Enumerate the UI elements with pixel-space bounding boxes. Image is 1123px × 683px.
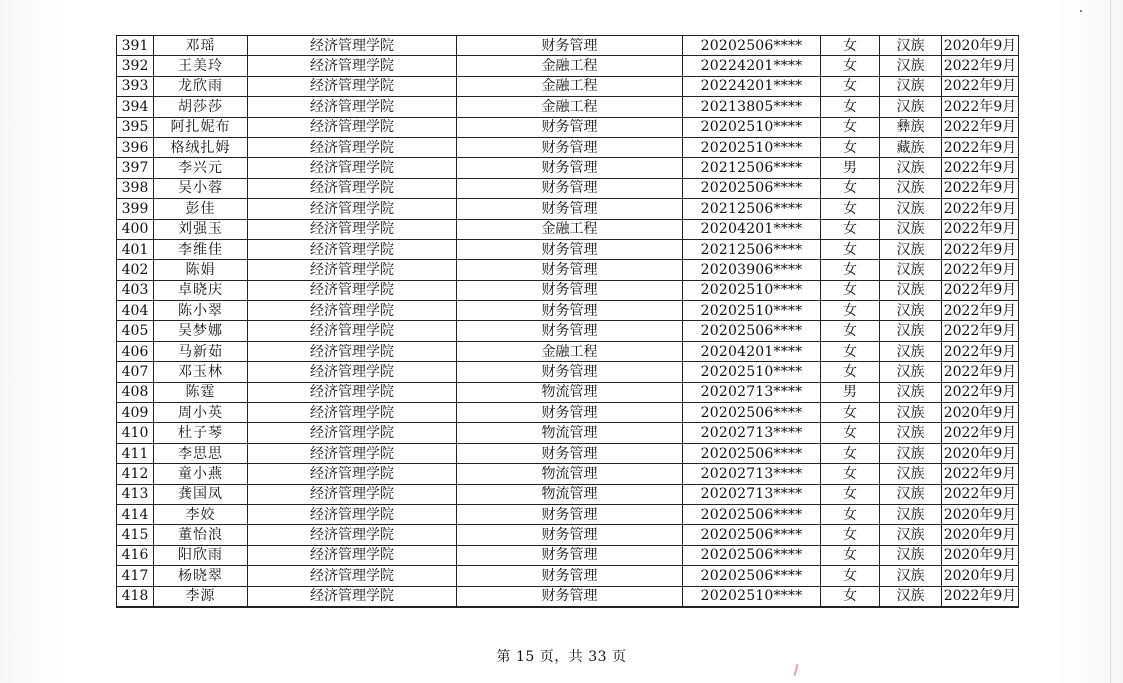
student-id-cell: 20202506**** <box>683 403 821 423</box>
college-name-cell: 经济管理学院 <box>248 280 457 300</box>
student-id-cell: 20202713**** <box>683 484 821 504</box>
enrollment-date-cell: 2022年9月 <box>942 137 1019 157</box>
college-name-cell: 经济管理学院 <box>248 117 457 137</box>
major-name-cell: 财务管理 <box>457 504 683 524</box>
student-roster-table <box>116 35 1019 608</box>
gender-cell: 女 <box>821 56 880 76</box>
table-row <box>117 341 1019 361</box>
major-name-cell: 物流管理 <box>457 464 683 484</box>
ethnicity-cell: 汉族 <box>880 280 942 300</box>
enrollment-date-cell: 2022年9月 <box>942 117 1019 137</box>
ethnicity-cell: 汉族 <box>880 382 942 402</box>
gender-cell: 女 <box>821 36 880 56</box>
gender-cell: 女 <box>821 423 880 443</box>
ethnicity-cell: 汉族 <box>880 566 942 586</box>
table-row <box>117 219 1019 239</box>
student-name-cell: 阿扎妮布 <box>154 117 248 137</box>
student-name-cell: 吴小蓉 <box>154 178 248 198</box>
table-row <box>117 56 1019 76</box>
college-name-cell: 经济管理学院 <box>248 321 457 341</box>
college-name-cell: 经济管理学院 <box>248 586 457 607</box>
student-id-cell: 20202506**** <box>683 504 821 524</box>
student-id-cell: 20202506**** <box>683 545 821 565</box>
table-row <box>117 178 1019 198</box>
table-row <box>117 97 1019 117</box>
ethnicity-cell: 汉族 <box>880 219 942 239</box>
college-name-cell: 经济管理学院 <box>248 545 457 565</box>
ethnicity-cell: 汉族 <box>880 443 942 463</box>
table-row <box>117 137 1019 157</box>
row-number-cell: 393 <box>117 76 154 96</box>
student-id-cell: 20202510**** <box>683 137 821 157</box>
college-name-cell: 经济管理学院 <box>248 36 457 56</box>
student-name-cell: 格绒扎姆 <box>154 137 248 157</box>
college-name-cell: 经济管理学院 <box>248 97 457 117</box>
ethnicity-cell: 汉族 <box>880 36 942 56</box>
table-row <box>117 443 1019 463</box>
table-row <box>117 382 1019 402</box>
student-id-cell: 20213805**** <box>683 97 821 117</box>
ethnicity-cell: 汉族 <box>880 239 942 259</box>
table-row <box>117 504 1019 524</box>
row-number-cell: 391 <box>117 36 154 56</box>
table-row <box>117 301 1019 321</box>
table-row <box>117 484 1019 504</box>
major-name-cell: 金融工程 <box>457 76 683 96</box>
enrollment-date-cell: 2022年9月 <box>942 158 1019 178</box>
enrollment-date-cell: 2022年9月 <box>942 321 1019 341</box>
gender-cell: 女 <box>821 280 880 300</box>
gender-cell: 女 <box>821 545 880 565</box>
college-name-cell: 经济管理学院 <box>248 382 457 402</box>
student-id-cell: 20202510**** <box>683 280 821 300</box>
college-name-cell: 经济管理学院 <box>248 464 457 484</box>
major-name-cell: 财务管理 <box>457 36 683 56</box>
student-id-cell: 20204201**** <box>683 219 821 239</box>
student-name-cell: 周小英 <box>154 403 248 423</box>
row-number-cell: 398 <box>117 178 154 198</box>
table-row <box>117 280 1019 300</box>
student-id-cell: 20212506**** <box>683 239 821 259</box>
college-name-cell: 经济管理学院 <box>248 76 457 96</box>
ethnicity-cell: 汉族 <box>880 464 942 484</box>
enrollment-date-cell: 2022年9月 <box>942 280 1019 300</box>
student-name-cell: 李姣 <box>154 504 248 524</box>
table-row <box>117 545 1019 565</box>
ethnicity-cell: 汉族 <box>880 260 942 280</box>
enrollment-date-cell: 2020年9月 <box>942 566 1019 586</box>
table-row <box>117 76 1019 96</box>
ethnicity-cell: 汉族 <box>880 362 942 382</box>
student-name-cell: 杨晓翠 <box>154 566 248 586</box>
gender-cell: 女 <box>821 586 880 607</box>
enrollment-date-cell: 2022年9月 <box>942 301 1019 321</box>
table-row <box>117 566 1019 586</box>
page-number: 第 15 页，共 33 页 <box>496 649 627 665</box>
major-name-cell: 物流管理 <box>457 423 683 443</box>
college-name-cell: 经济管理学院 <box>248 525 457 545</box>
gender-cell: 女 <box>821 403 880 423</box>
student-name-cell: 刘强玉 <box>154 219 248 239</box>
major-name-cell: 金融工程 <box>457 97 683 117</box>
student-name-cell: 龙欣雨 <box>154 76 248 96</box>
student-name-cell: 王美玲 <box>154 56 248 76</box>
enrollment-date-cell: 2022年9月 <box>942 239 1019 259</box>
enrollment-date-cell: 2022年9月 <box>942 484 1019 504</box>
college-name-cell: 经济管理学院 <box>248 403 457 423</box>
student-id-cell: 20202510**** <box>683 117 821 137</box>
student-name-cell: 陈小翠 <box>154 301 248 321</box>
college-name-cell: 经济管理学院 <box>248 362 457 382</box>
major-name-cell: 财务管理 <box>457 443 683 463</box>
student-name-cell: 邓瑶 <box>154 36 248 56</box>
ethnicity-cell: 汉族 <box>880 158 942 178</box>
enrollment-date-cell: 2022年9月 <box>942 178 1019 198</box>
student-name-cell: 董怡浪 <box>154 525 248 545</box>
ethnicity-cell: 汉族 <box>880 56 942 76</box>
ethnicity-cell: 藏族 <box>880 137 942 157</box>
college-name-cell: 经济管理学院 <box>248 56 457 76</box>
enrollment-date-cell: 2020年9月 <box>942 504 1019 524</box>
enrollment-date-cell: 2022年9月 <box>942 362 1019 382</box>
enrollment-date-cell: 2022年9月 <box>942 219 1019 239</box>
major-name-cell: 财务管理 <box>457 199 683 219</box>
ethnicity-cell: 汉族 <box>880 423 942 443</box>
major-name-cell: 金融工程 <box>457 219 683 239</box>
row-number-cell: 401 <box>117 239 154 259</box>
student-id-cell: 20224201**** <box>683 76 821 96</box>
table-row <box>117 199 1019 219</box>
college-name-cell: 经济管理学院 <box>248 260 457 280</box>
student-name-cell: 胡莎莎 <box>154 97 248 117</box>
row-number-cell: 399 <box>117 199 154 219</box>
student-id-cell: 20202510**** <box>683 586 821 607</box>
ethnicity-cell: 汉族 <box>880 586 942 607</box>
college-name-cell: 经济管理学院 <box>248 341 457 361</box>
student-name-cell: 李思思 <box>154 443 248 463</box>
table-row <box>117 260 1019 280</box>
enrollment-date-cell: 2022年9月 <box>942 97 1019 117</box>
row-number-cell: 402 <box>117 260 154 280</box>
gender-cell: 女 <box>821 484 880 504</box>
major-name-cell: 财务管理 <box>457 586 683 607</box>
gender-cell: 女 <box>821 178 880 198</box>
student-name-cell: 马新茹 <box>154 341 248 361</box>
gender-cell: 男 <box>821 382 880 402</box>
row-number-cell: 413 <box>117 484 154 504</box>
roster-body <box>117 36 1019 607</box>
row-number-cell: 400 <box>117 219 154 239</box>
gender-cell: 女 <box>821 566 880 586</box>
row-number-cell: 405 <box>117 321 154 341</box>
row-number-cell: 395 <box>117 117 154 137</box>
student-id-cell: 20202506**** <box>683 321 821 341</box>
student-id-cell: 20203906**** <box>683 260 821 280</box>
ethnicity-cell: 彝族 <box>880 117 942 137</box>
college-name-cell: 经济管理学院 <box>248 178 457 198</box>
college-name-cell: 经济管理学院 <box>248 199 457 219</box>
student-id-cell: 20202506**** <box>683 525 821 545</box>
table-row <box>117 525 1019 545</box>
enrollment-date-cell: 2020年9月 <box>942 403 1019 423</box>
gender-cell: 女 <box>821 341 880 361</box>
student-id-cell: 20224201**** <box>683 56 821 76</box>
table-row <box>117 423 1019 443</box>
row-number-cell: 411 <box>117 443 154 463</box>
college-name-cell: 经济管理学院 <box>248 484 457 504</box>
gender-cell: 女 <box>821 239 880 259</box>
student-name-cell: 杜子琴 <box>154 423 248 443</box>
college-name-cell: 经济管理学院 <box>248 504 457 524</box>
ethnicity-cell: 汉族 <box>880 178 942 198</box>
student-id-cell: 20202713**** <box>683 382 821 402</box>
gender-cell: 男 <box>821 158 880 178</box>
table-row <box>117 117 1019 137</box>
student-id-cell: 20202506**** <box>683 36 821 56</box>
row-number-cell: 415 <box>117 525 154 545</box>
table-row <box>117 36 1019 56</box>
student-name-cell: 邓玉林 <box>154 362 248 382</box>
row-number-cell: 412 <box>117 464 154 484</box>
student-id-cell: 20202506**** <box>683 443 821 463</box>
student-id-cell: 20212506**** <box>683 199 821 219</box>
major-name-cell: 财务管理 <box>457 260 683 280</box>
ethnicity-cell: 汉族 <box>880 321 942 341</box>
major-name-cell: 金融工程 <box>457 341 683 361</box>
row-number-cell: 397 <box>117 158 154 178</box>
enrollment-date-cell: 2022年9月 <box>942 423 1019 443</box>
row-number-cell: 410 <box>117 423 154 443</box>
gender-cell: 女 <box>821 137 880 157</box>
gender-cell: 女 <box>821 504 880 524</box>
student-name-cell: 陈霆 <box>154 382 248 402</box>
college-name-cell: 经济管理学院 <box>248 239 457 259</box>
row-number-cell: 417 <box>117 566 154 586</box>
major-name-cell: 物流管理 <box>457 484 683 504</box>
row-number-cell: 394 <box>117 97 154 117</box>
major-name-cell: 物流管理 <box>457 382 683 402</box>
student-name-cell: 李维佳 <box>154 239 248 259</box>
student-id-cell: 20202506**** <box>683 566 821 586</box>
student-id-cell: 20202713**** <box>683 423 821 443</box>
row-number-cell: 403 <box>117 280 154 300</box>
student-name-cell: 卓晓庆 <box>154 280 248 300</box>
major-name-cell: 财务管理 <box>457 566 683 586</box>
gender-cell: 女 <box>821 464 880 484</box>
major-name-cell: 财务管理 <box>457 301 683 321</box>
gender-cell: 女 <box>821 76 880 96</box>
college-name-cell: 经济管理学院 <box>248 137 457 157</box>
major-name-cell: 财务管理 <box>457 178 683 198</box>
student-name-cell: 彭佳 <box>154 199 248 219</box>
row-number-cell: 416 <box>117 545 154 565</box>
student-id-cell: 20202506**** <box>683 178 821 198</box>
enrollment-date-cell: 2022年9月 <box>942 341 1019 361</box>
gender-cell: 女 <box>821 443 880 463</box>
college-name-cell: 经济管理学院 <box>248 158 457 178</box>
gender-cell: 女 <box>821 301 880 321</box>
enrollment-date-cell: 2020年9月 <box>942 545 1019 565</box>
gender-cell: 女 <box>821 321 880 341</box>
major-name-cell: 财务管理 <box>457 321 683 341</box>
student-id-cell: 20202510**** <box>683 362 821 382</box>
table-row <box>117 586 1019 607</box>
major-name-cell: 金融工程 <box>457 56 683 76</box>
gender-cell: 女 <box>821 219 880 239</box>
table-row <box>117 158 1019 178</box>
scan-speck <box>1080 10 1082 12</box>
student-id-cell: 20202510**** <box>683 301 821 321</box>
row-number-cell: 392 <box>117 56 154 76</box>
student-name-cell: 阳欣雨 <box>154 545 248 565</box>
major-name-cell: 财务管理 <box>457 239 683 259</box>
row-number-cell: 408 <box>117 382 154 402</box>
ethnicity-cell: 汉族 <box>880 97 942 117</box>
table-row <box>117 239 1019 259</box>
row-number-cell: 418 <box>117 586 154 607</box>
student-name-cell: 龚国凤 <box>154 484 248 504</box>
student-id-cell: 20204201**** <box>683 341 821 361</box>
enrollment-date-cell: 2022年9月 <box>942 56 1019 76</box>
row-number-cell: 409 <box>117 403 154 423</box>
college-name-cell: 经济管理学院 <box>248 443 457 463</box>
student-name-cell: 陈娟 <box>154 260 248 280</box>
table-row <box>117 362 1019 382</box>
enrollment-date-cell: 2020年9月 <box>942 36 1019 56</box>
student-id-cell: 20202713**** <box>683 464 821 484</box>
major-name-cell: 财务管理 <box>457 137 683 157</box>
ethnicity-cell: 汉族 <box>880 545 942 565</box>
ethnicity-cell: 汉族 <box>880 301 942 321</box>
gender-cell: 女 <box>821 525 880 545</box>
college-name-cell: 经济管理学院 <box>248 423 457 443</box>
major-name-cell: 财务管理 <box>457 403 683 423</box>
ethnicity-cell: 汉族 <box>880 199 942 219</box>
enrollment-date-cell: 2022年9月 <box>942 260 1019 280</box>
enrollment-date-cell: 2022年9月 <box>942 586 1019 607</box>
ethnicity-cell: 汉族 <box>880 504 942 524</box>
gender-cell: 女 <box>821 362 880 382</box>
major-name-cell: 财务管理 <box>457 280 683 300</box>
college-name-cell: 经济管理学院 <box>248 301 457 321</box>
row-number-cell: 406 <box>117 341 154 361</box>
enrollment-date-cell: 2022年9月 <box>942 199 1019 219</box>
table-row <box>117 464 1019 484</box>
ethnicity-cell: 汉族 <box>880 484 942 504</box>
enrollment-date-cell: 2022年9月 <box>942 382 1019 402</box>
student-name-cell: 李兴元 <box>154 158 248 178</box>
gender-cell: 女 <box>821 199 880 219</box>
gender-cell: 女 <box>821 117 880 137</box>
student-name-cell: 童小燕 <box>154 464 248 484</box>
ethnicity-cell: 汉族 <box>880 341 942 361</box>
major-name-cell: 财务管理 <box>457 117 683 137</box>
scan-edge <box>1110 0 1111 683</box>
college-name-cell: 经济管理学院 <box>248 566 457 586</box>
row-number-cell: 407 <box>117 362 154 382</box>
major-name-cell: 财务管理 <box>457 525 683 545</box>
major-name-cell: 财务管理 <box>457 158 683 178</box>
major-name-cell: 财务管理 <box>457 362 683 382</box>
row-number-cell: 414 <box>117 504 154 524</box>
major-name-cell: 财务管理 <box>457 545 683 565</box>
gender-cell: 女 <box>821 260 880 280</box>
row-number-cell: 396 <box>117 137 154 157</box>
enrollment-date-cell: 2020年9月 <box>942 525 1019 545</box>
student-name-cell: 吴梦娜 <box>154 321 248 341</box>
college-name-cell: 经济管理学院 <box>248 219 457 239</box>
student-id-cell: 20212506**** <box>683 158 821 178</box>
student-name-cell: 李源 <box>154 586 248 607</box>
enrollment-date-cell: 2022年9月 <box>942 76 1019 96</box>
row-number-cell: 404 <box>117 301 154 321</box>
ethnicity-cell: 汉族 <box>880 403 942 423</box>
enrollment-date-cell: 2020年9月 <box>942 443 1019 463</box>
table-row <box>117 321 1019 341</box>
enrollment-date-cell: 2022年9月 <box>942 464 1019 484</box>
gender-cell: 女 <box>821 97 880 117</box>
table-row <box>117 403 1019 423</box>
ethnicity-cell: 汉族 <box>880 76 942 96</box>
ethnicity-cell: 汉族 <box>880 525 942 545</box>
